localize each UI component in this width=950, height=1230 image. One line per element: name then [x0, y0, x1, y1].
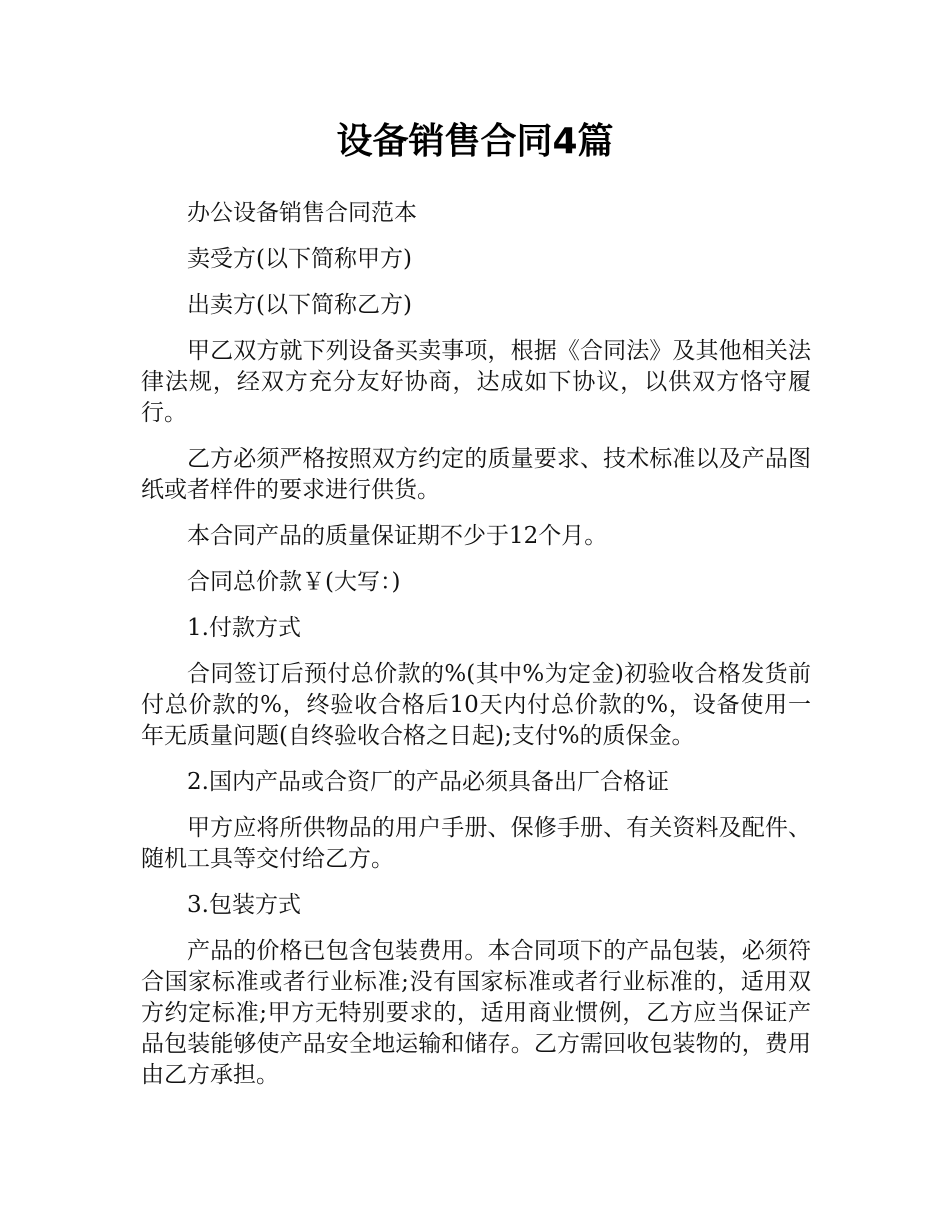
paragraph-payment-terms: 合同签订后预付总价款的%(其中%为定金)初验收合格发货前付总价款的%，终验收合格后10天内付总价款的%，设备使用一年无质量问题(自终验收合格之日起);支付%的质保金。: [141, 661, 811, 749]
paragraph-manuals-delivery: 甲方应将所供物品的用户手册、保修手册、有关资料及配件、随机工具等交付给乙方。: [141, 815, 811, 872]
paragraph-packaging-heading: 3.包装方式: [187, 892, 301, 918]
paragraph-payment-method-heading: 1.付款方式: [187, 615, 301, 641]
paragraph-quality-requirements: 乙方必须严格按照双方约定的质量要求、技术标准以及产品图纸或者样件的要求进行供货。: [141, 446, 811, 503]
paragraph-heading-office-equipment: 办公设备销售合同范本: [187, 200, 417, 226]
document-body: [141, 198, 811, 1106]
paragraph-total-price: 合同总价款￥(大写：): [187, 569, 401, 595]
paragraph-buyer: 卖受方(以下简称甲方): [187, 246, 412, 272]
paragraph-preamble: 甲乙双方就下列设备买卖事项，根据《合同法》及其他相关法律法规，经双方充分友好协商，达成如下协议，以供双方恪守履行。: [141, 338, 811, 426]
paragraph-seller: 出卖方(以下简称乙方): [187, 292, 412, 318]
paragraph-certificate: 2.国内产品或合资厂的产品必须具备出厂合格证: [187, 769, 669, 795]
paragraph-warranty-period: 本合同产品的质量保证期不少于12个月。: [187, 523, 608, 549]
document-title: 设备销售合同4篇: [336, 121, 614, 162]
paragraph-packaging-terms: 产品的价格已包含包装费用。本合同项下的产品包装，必须符合国家标准或者行业标准;没有国家标准或者行业标准的，适用双方约定标准;甲方无特别要求的，适用商业惯例，乙方应当保证产品包装能够使产品安全地运输和储存。乙方需回收包装物的，费用由乙方承担。: [141, 938, 811, 1088]
